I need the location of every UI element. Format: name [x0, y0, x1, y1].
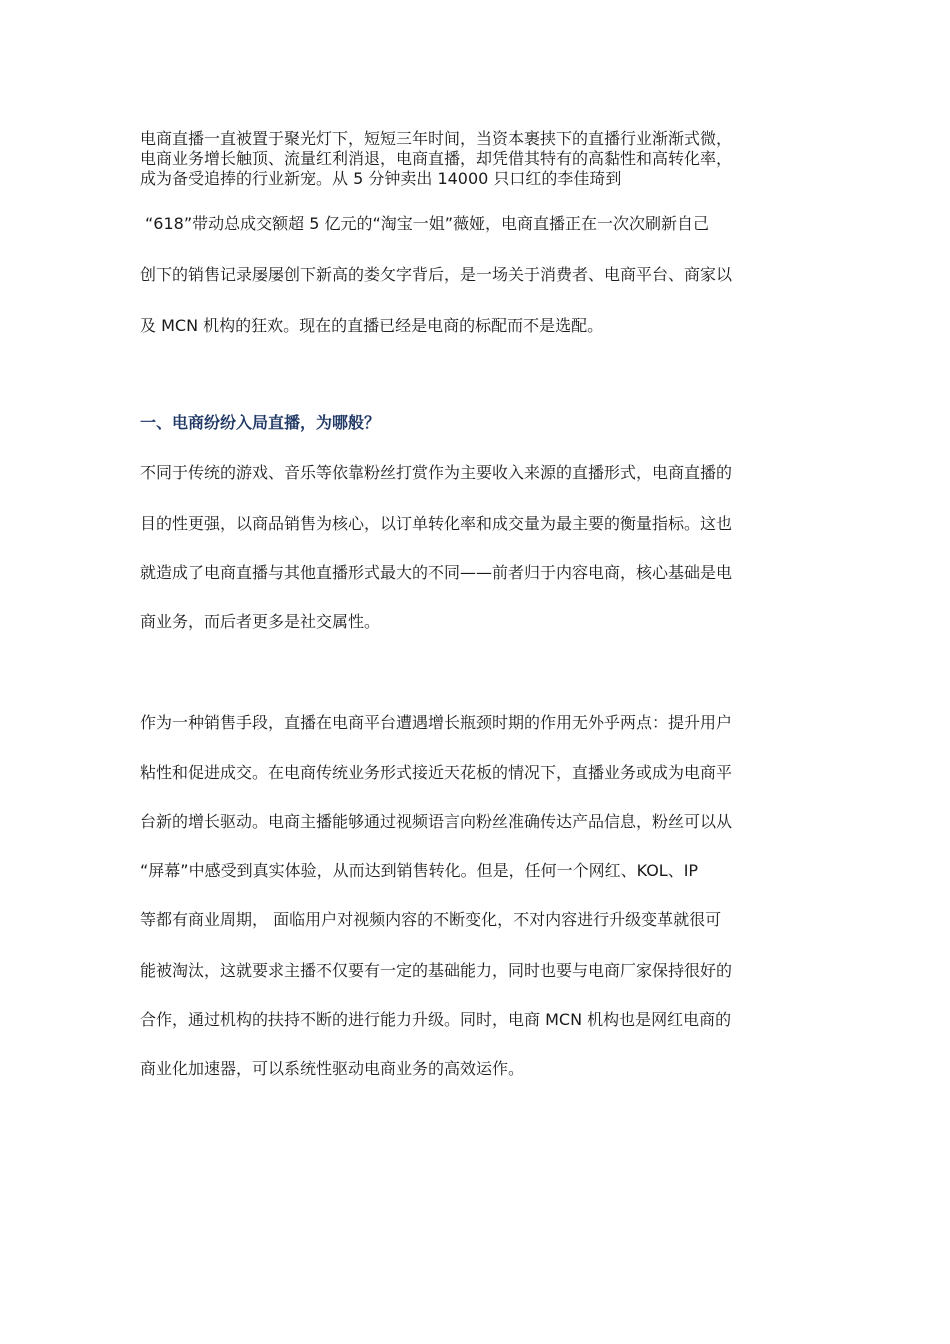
para2-line-6: 能被淘汰，这就要求主播不仅要有一定的基础能力，同时也要与电商厂家保持很好的 [140, 961, 733, 980]
intro-line-5: 创下的销售记录屡屡创下新高的娄攵字背后，是一场关于消费者、电商平台、商家以 [140, 265, 733, 284]
intro-line-4: “618”带动总成交额超 5 亿元的“淘宝一姐”薇娅，电商直播正在一次次刷新自己 [145, 214, 710, 233]
intro-line-6: 及 MCN 机构的狂欢。现在的直播已经是电商的标配而不是选配。 [140, 316, 604, 335]
intro-line-3: 成为备受追捧的行业新宠。从 5 分钟卖出 14000 只口红的李佳琦到 [140, 169, 622, 188]
para1-line-4: 商业务，而后者更多是社交属性。 [140, 612, 381, 631]
para2-line-8: 商业化加速器，可以系统性驱动电商业务的高效运作。 [140, 1059, 525, 1078]
section-heading: 一、电商纷纷入局直播，为哪般？ [140, 413, 381, 432]
intro-line-2: 电商业务增长触顶、流量红利消退，电商直播，却凭借其特有的高黏性和高转化率， [140, 149, 733, 168]
intro-line-1: 电商直播一直被置于聚光灯下，短短三年时间，当资本裹挟下的直播行业渐渐式微， [140, 129, 733, 148]
para2-line-4: “屏幕”中感受到真实体验，从而达到销售转化。但是，任何一个网红、KOL、IP [140, 861, 699, 880]
para2-line-3: 台新的增长驱动。电商主播能够通过视频语言向粉丝准确传达产品信息，粉丝可以从 [140, 812, 733, 831]
para1-line-1: 不同于传统的游戏、音乐等依靠粉丝打赏作为主要收入来源的直播形式，电商直播的 [140, 463, 733, 482]
para2-line-5: 等都有商业周期， 面临用户对视频内容的不断变化，不对内容进行升级变革就很可 [140, 910, 722, 929]
para1-line-2: 目的性更强，以商品销售为核心，以订单转化率和成交量为最主要的衡量指标。这也 [140, 514, 733, 533]
para2-line-2: 粘性和促进成交。在电商传统业务形式接近天花板的情况下，直播业务或成为电商平 [140, 763, 733, 782]
para2-line-1: 作为一种销售手段，直播在电商平台遭遇增长瓶颈时期的作用无外乎两点：提升用户 [140, 713, 733, 732]
para2-line-7: 合作，通过机构的扶持不断的进行能力升级。同时，电商 MCN 机构也是网红电商的 [140, 1010, 732, 1029]
para1-line-3: 就造成了电商直播与其他直播形式最大的不同——前者归于内容电商，核心基础是电 [140, 563, 733, 582]
